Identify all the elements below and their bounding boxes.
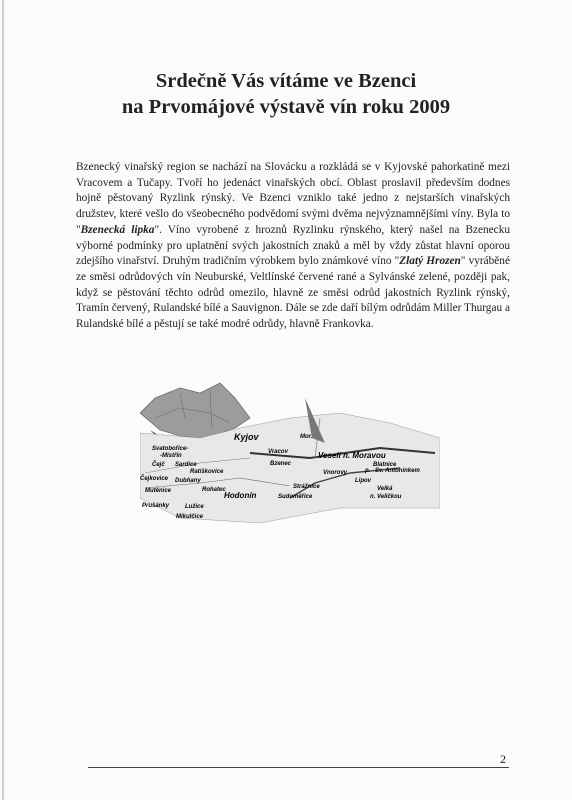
page-title — [0, 68, 572, 120]
page-number: 2 — [500, 752, 506, 766]
place-antoninek: Sv. Antonínkem — [375, 468, 420, 474]
page-edge — [2, 0, 4, 800]
place-blatnice: Blatnice — [373, 462, 397, 468]
place-dubnany: Dubňany — [175, 478, 201, 484]
place-velka: Velká — [377, 486, 393, 492]
place-mutenice: Mutěnice — [145, 488, 172, 494]
title-line-2: na Prvomájové výstavě vín roku 2009 — [121, 96, 451, 118]
place-kyjov: Kyjov — [234, 432, 259, 442]
place-n-velickou: n. Veličkou — [370, 494, 402, 500]
title-line-1: Srdečně Vás vítáme ve Bzenci — [155, 70, 417, 92]
place-sudomerice: Sudoměřice — [278, 494, 313, 500]
place-straznice: Strážnice — [293, 484, 320, 490]
place-ratiskovice: Ratíškovice — [190, 469, 224, 475]
wine-name-zlaty-hrozen: Zlatý Hrozen — [399, 255, 461, 268]
place-mor: Mor. — [300, 434, 313, 440]
place-p: p. — [365, 468, 371, 474]
place-sardice: Sardice — [175, 462, 197, 468]
place-mistrin: -Mistřín — [160, 453, 182, 459]
place-veseli: Veselí n. Moravou — [318, 451, 386, 460]
place-cejc: Čejč — [152, 462, 165, 468]
place-luzice: Lužice — [185, 504, 204, 510]
body-text-2: ". Víno vyrobené z hroznů Ryzlinku rýnského, který našel na Bzenecku výborné podmínky pro uplatnění svých jakostních znaků a měl by vždy zůstat hlavní oporou zdejšího vinařství. Druhým tradičním výrobkem bylo známkové víno " — [76, 223, 510, 268]
place-cejkovice: Čejkovice — [140, 476, 169, 482]
wine-region-map — [140, 358, 440, 528]
place-prusanky: Prušánky — [142, 503, 170, 509]
place-bzenec: Bzenec — [270, 461, 292, 467]
place-vnorovy: Vnorovy — [323, 470, 348, 476]
body-paragraph — [76, 160, 510, 333]
body-text-3: " vyráběné ze směsi odrůdových vín Neuburské, Veltlínské červené rané a Sylvánské zelené, později pak, když se pěstování těchto odrůd omezilo, hlavně ze směsi odrůd jakostních Ryzlink rýnský, Tramín červený, Rulandské bílé a Sauvignon. Dále se zde daří bílým odrůdám Miller Thurgau a Rulandské bílé a pěstují se také modré odrůdy, hlavně Frankovka. — [76, 255, 510, 331]
place-mikulcice: Mikulčice — [176, 514, 204, 520]
place-svatoborice: Svatobořice- — [152, 446, 189, 452]
place-hodonin: Hodonín — [224, 491, 257, 500]
body-text-1: Bzenecký vinařský region se nachází na Slovácku a rozkládá se v Kyjovské pahorkatině mezi Vracovem a Tučapy. Tvoří ho jedenáct vinařských obcí. Oblast proslavil především dodnes hojně pěstovaný Ryzlink rýnský. Ve Bzenci vzniklo také jedno z nejstarších vinařských družstev, které vešlo do všeobecného podvědomí svými dvěma nejvýznamnějšími víny. Byla to " — [76, 161, 510, 236]
place-lipov: Lipov — [355, 478, 371, 484]
place-rohatec: Rohatec — [202, 487, 226, 493]
footer-rule — [88, 767, 509, 768]
wine-name-bzenecka-lipka: Bzenecká lipka — [80, 223, 155, 236]
place-vracov: Vracov — [268, 449, 288, 455]
